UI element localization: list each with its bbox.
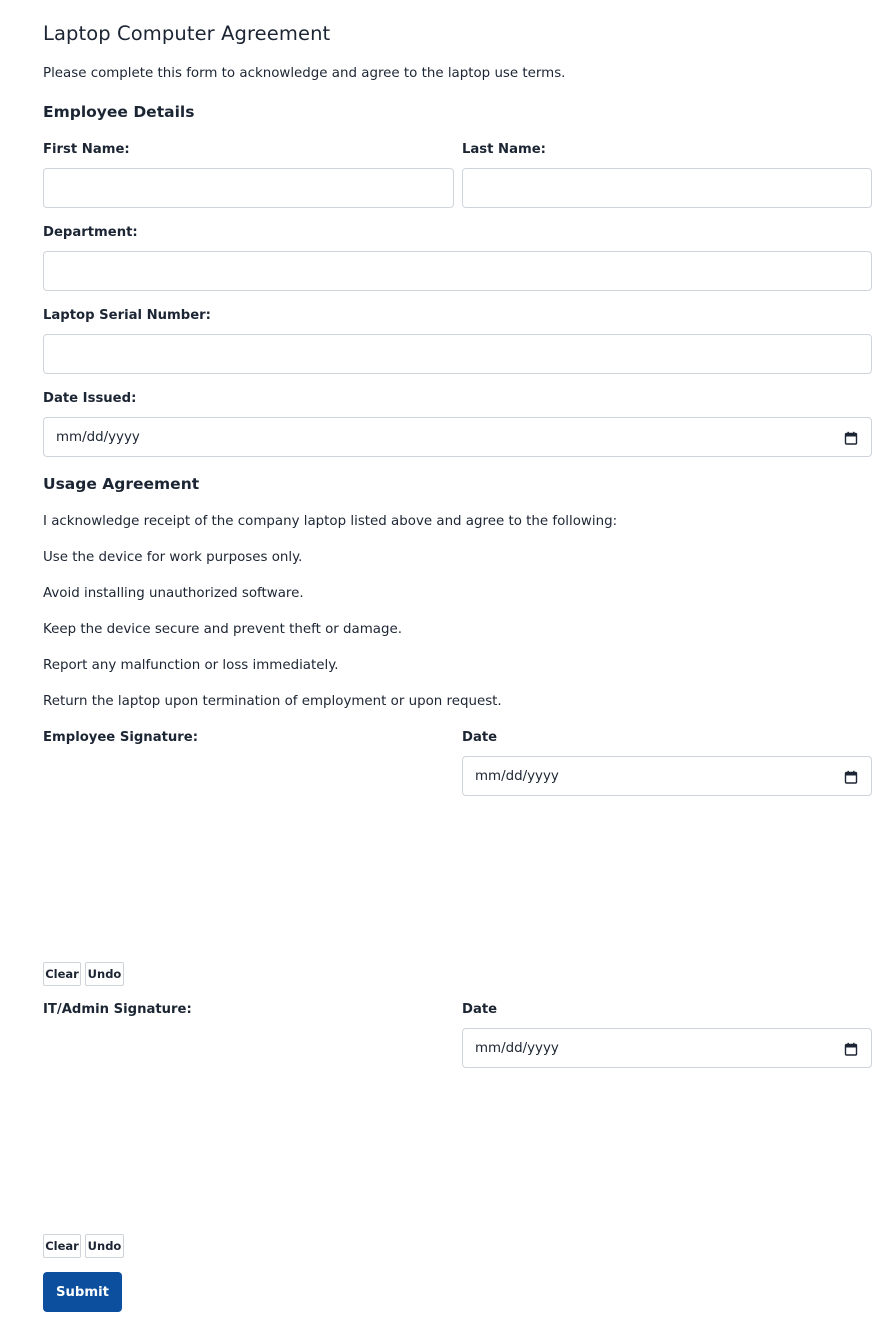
first-name-input[interactable] — [43, 168, 454, 208]
admin-date-input[interactable] — [462, 1028, 872, 1068]
usage-intro: I acknowledge receipt of the company laptop listed above and agree to the following: — [43, 514, 618, 529]
employee-date-input[interactable] — [462, 756, 872, 796]
usage-term: Avoid installing unauthorized software. — [43, 586, 304, 601]
usage-term: Return the laptop upon termination of employment or upon request. — [43, 694, 502, 709]
date-issued-label: Date Issued: — [43, 391, 137, 406]
usage-term: Keep the device secure and prevent theft or damage. — [43, 622, 403, 637]
employee-signature-clear-button[interactable]: Clear — [43, 962, 81, 986]
serial-number-input[interactable] — [43, 334, 872, 374]
calendar-icon[interactable] — [844, 769, 858, 783]
date-issued-placeholder: mm/dd/yyyy — [56, 429, 140, 445]
employee-signature-undo-button[interactable]: Undo — [85, 962, 124, 986]
page-title: Laptop Computer Agreement — [43, 22, 331, 45]
last-name-label: Last Name: — [462, 142, 546, 157]
last-name-input[interactable] — [462, 168, 872, 208]
department-label: Department: — [43, 225, 138, 240]
admin-signature-undo-button[interactable]: Undo — [85, 1234, 124, 1258]
admin-signature-pad[interactable] — [43, 1024, 448, 1224]
employee-date-label: Date — [462, 730, 498, 745]
employee-signature-label: Employee Signature: — [43, 730, 199, 745]
department-input[interactable] — [43, 251, 872, 291]
calendar-icon[interactable] — [844, 430, 858, 444]
form-intro: Please complete this form to acknowledge and agree to the laptop use terms. — [43, 66, 566, 81]
admin-date-placeholder: mm/dd/yyyy — [475, 1040, 559, 1056]
employee-signature-pad[interactable] — [43, 752, 448, 952]
calendar-icon[interactable] — [844, 1041, 858, 1055]
usage-term: Report any malfunction or loss immediately. — [43, 658, 339, 673]
employee-date-placeholder: mm/dd/yyyy — [475, 768, 559, 784]
employee-details-heading: Employee Details — [43, 103, 195, 121]
usage-agreement-heading: Usage Agreement — [43, 475, 200, 493]
usage-term: Use the device for work purposes only. — [43, 550, 303, 565]
date-issued-input[interactable] — [43, 417, 872, 457]
admin-signature-clear-button[interactable]: Clear — [43, 1234, 81, 1258]
admin-date-label: Date — [462, 1002, 498, 1017]
admin-signature-label: IT/Admin Signature: — [43, 1002, 192, 1017]
submit-button[interactable]: Submit — [43, 1272, 122, 1312]
serial-number-label: Laptop Serial Number: — [43, 308, 211, 323]
first-name-label: First Name: — [43, 142, 130, 157]
